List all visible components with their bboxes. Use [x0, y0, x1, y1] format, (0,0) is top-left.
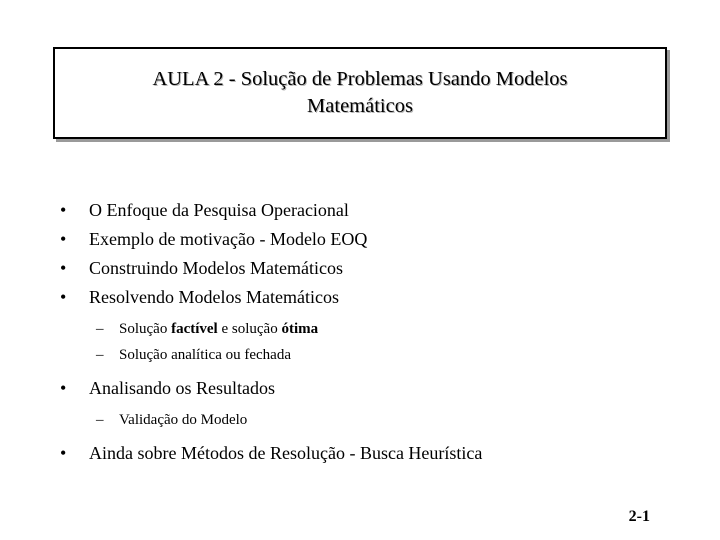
- bullet-text: Analisando os Resultados: [89, 378, 275, 398]
- bullet-text: O Enfoque da Pesquisa Operacional: [89, 200, 349, 220]
- bullet-item-modelo-eoq: [60, 225, 700, 254]
- title-box: [53, 47, 667, 139]
- dash-icon: –: [96, 321, 104, 337]
- sub-text-mid: e solução: [217, 321, 282, 337]
- sub-list-resolvendo: [60, 316, 700, 368]
- bullet-item-busca-heuristica: [60, 439, 700, 468]
- sub-text: Validação do Modelo: [119, 412, 248, 428]
- bullet-text: Exemplo de motivação - Modelo EOQ: [89, 229, 368, 249]
- bullet-icon: •: [60, 287, 67, 307]
- sub-text-pre: Solução: [119, 321, 172, 337]
- sub-item-solucao-factivel: [60, 316, 700, 342]
- bullet-text: Ainda sobre Métodos de Resolução - Busca Heurística: [89, 443, 483, 463]
- page-number: 2-1: [628, 508, 650, 525]
- sub-item-validacao: [60, 407, 700, 433]
- sub-text-otima: ótima: [281, 321, 319, 337]
- bullet-icon: •: [60, 378, 67, 398]
- sub-list-analisando: [60, 407, 700, 433]
- dash-icon: –: [96, 412, 104, 428]
- sub-text: Solução analítica ou fechada: [119, 347, 292, 363]
- bullet-icon: •: [60, 200, 67, 220]
- bullet-icon: •: [60, 258, 67, 278]
- bullet-list: [60, 196, 700, 468]
- sub-text-factivel: factível: [171, 321, 218, 337]
- title-line-1: AULA 2 - Solução de Problemas Usando Modelos: [152, 68, 568, 90]
- bullet-icon: •: [60, 229, 67, 249]
- bullet-item-resolvendo-modelos: [60, 283, 700, 312]
- bullet-item-analisando: [60, 374, 700, 403]
- dash-icon: –: [96, 347, 104, 363]
- bullet-item-construindo-modelos: [60, 254, 700, 283]
- bullet-text: Resolvendo Modelos Matemáticos: [89, 287, 339, 307]
- sub-item-solucao-analitica: [60, 342, 700, 368]
- bullet-icon: •: [60, 443, 67, 463]
- bullet-text: Construindo Modelos Matemáticos: [89, 258, 343, 278]
- title-line-2: Matemáticos: [307, 95, 413, 117]
- bullet-item-pesquisa-operacional: [60, 196, 700, 225]
